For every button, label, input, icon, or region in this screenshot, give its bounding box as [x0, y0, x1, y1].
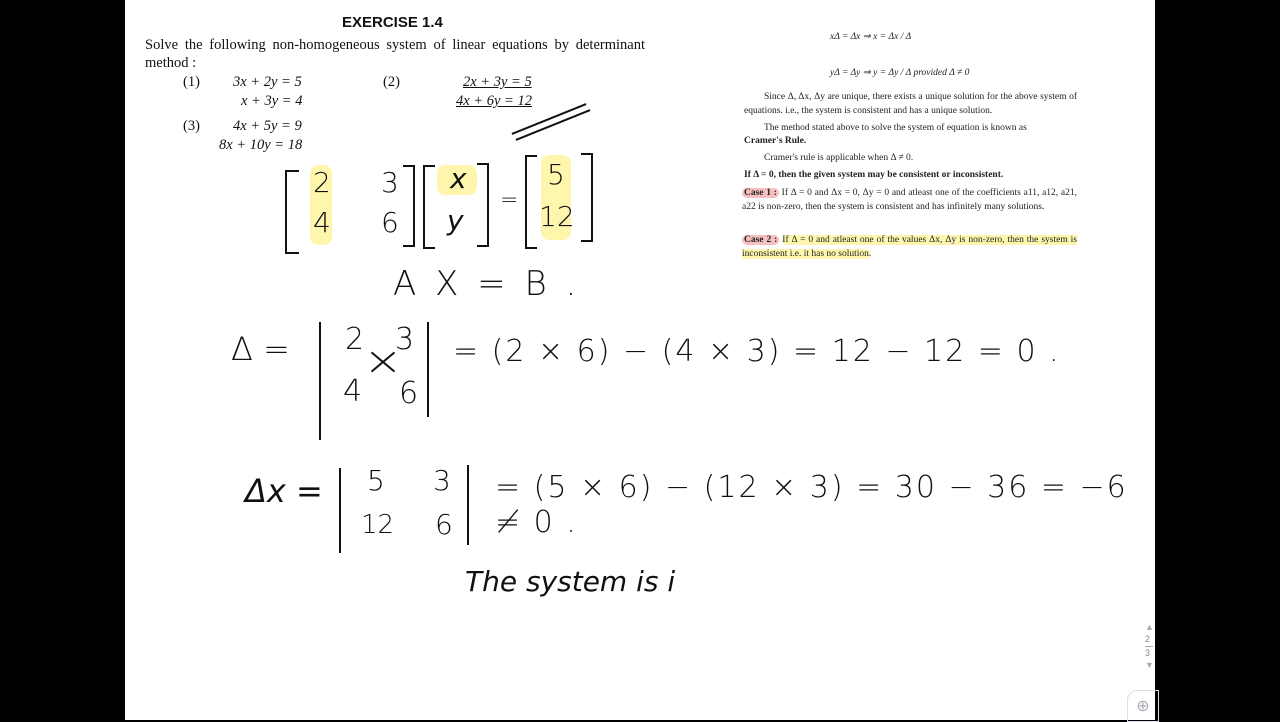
- det-entry: 3: [395, 322, 415, 357]
- det-entry: 12: [361, 510, 395, 540]
- page-down-icon[interactable]: ▼: [1145, 660, 1154, 670]
- det-entry: 4: [343, 374, 363, 409]
- problem-number: (3): [183, 118, 200, 134]
- axb-equation: A X = B .: [393, 264, 581, 304]
- matrix-entry: 5: [547, 158, 565, 191]
- equation: 8x + 10y = 18: [219, 137, 303, 153]
- page-current: 2: [1145, 634, 1151, 644]
- matrix-entry: 2: [313, 166, 331, 199]
- instruction: Solve the following non-homogeneous system of linear equations by determinant method :: [145, 37, 645, 71]
- equation: x + 3y = 4: [241, 93, 303, 109]
- det-entry: 6: [399, 376, 419, 411]
- exercise-title: EXERCISE 1.4: [342, 14, 443, 31]
- determinant-bar: [467, 465, 469, 545]
- delta-x-label: Δx =: [245, 472, 323, 510]
- matrix-entry: y: [447, 204, 464, 237]
- problem-number: (1): [183, 74, 200, 90]
- bracket: [477, 163, 489, 247]
- page-total: 3: [1145, 648, 1151, 658]
- formula-x: xΔ = Δx ⇒ x = Δx / Δ: [830, 32, 912, 42]
- cramer-rule: Cramer's Rule.: [744, 136, 807, 146]
- determinant-bar: [427, 322, 429, 417]
- delta-label: Δ =: [231, 330, 290, 368]
- bracket: [403, 165, 415, 247]
- det-entry: 6: [435, 508, 453, 541]
- case-2-text: If Δ = 0 and atleast one of the values Δx, Δy is non-zero, then the system is inconsistent i.e. it has no solution.: [742, 235, 1078, 259]
- paragraph: Cramer's rule is applicable when Δ ≠ 0.: [764, 153, 914, 163]
- paragraph: The method stated above to solve the system of equation is known as: [764, 123, 1027, 133]
- det-entry: 5: [367, 464, 385, 497]
- case-1-text: If Δ = 0 and Δx = 0, Δy = 0 and atleast one of the coefficients a11, a12, a21, a22 is non-zero, then the system is consistent and has infinitely many solutions.: [742, 188, 1078, 212]
- pen-stroke: [516, 109, 591, 141]
- bracket: [581, 153, 593, 242]
- determinant-bar: [319, 322, 321, 440]
- equation: 2x + 3y = 5: [463, 74, 532, 90]
- bracket: [423, 165, 435, 249]
- delta-calculation: = (2 × 6) − (4 × 3) = 12 − 12 = 0 .: [453, 334, 1061, 369]
- matrix-entry: x: [450, 162, 467, 195]
- determinant-bar: [339, 468, 341, 553]
- det-entry: 3: [433, 464, 451, 497]
- paragraph: Since Δ, Δx, Δy are unique, there exists a unique solution for the above system of equations. i.e., the system is consistent and has a unique solution.: [744, 92, 1077, 116]
- case-1-label: Case 1 :: [744, 188, 777, 198]
- matrix-entry: 6: [381, 206, 399, 239]
- equation: 4x + 6y = 12: [456, 93, 532, 109]
- bracket: [285, 170, 299, 254]
- formula-y: yΔ = Δy ⇒ y = Δy / Δ provided Δ ≠ 0: [830, 68, 970, 78]
- delta-x-calculation: = (5 × 6) − (12 × 3) = 30 − 36 = −6 ≠ 0 .: [495, 470, 1128, 540]
- det-entry: 2: [345, 322, 365, 357]
- document-page: [125, 0, 1155, 720]
- problem-number: (2): [383, 74, 400, 90]
- conclusion-text: The system is i: [465, 565, 676, 598]
- zoom-in-icon[interactable]: ⊕: [1127, 690, 1159, 722]
- matrix-entry: 4: [313, 206, 331, 239]
- equation: 4x + 5y = 9: [233, 118, 302, 134]
- page-up-icon[interactable]: ▲: [1145, 622, 1154, 632]
- matrix-entry: 3: [381, 166, 399, 199]
- paragraph: If Δ = 0, then the given system may be consistent or inconsistent.: [744, 170, 1004, 180]
- equals-sign: =: [500, 188, 519, 213]
- case-2-label: Case 2 :: [744, 235, 778, 245]
- matrix-entry: 12: [539, 200, 575, 233]
- equation: 3x + 2y = 5: [233, 74, 302, 90]
- page-divider: [1145, 646, 1153, 647]
- bracket: [525, 155, 537, 249]
